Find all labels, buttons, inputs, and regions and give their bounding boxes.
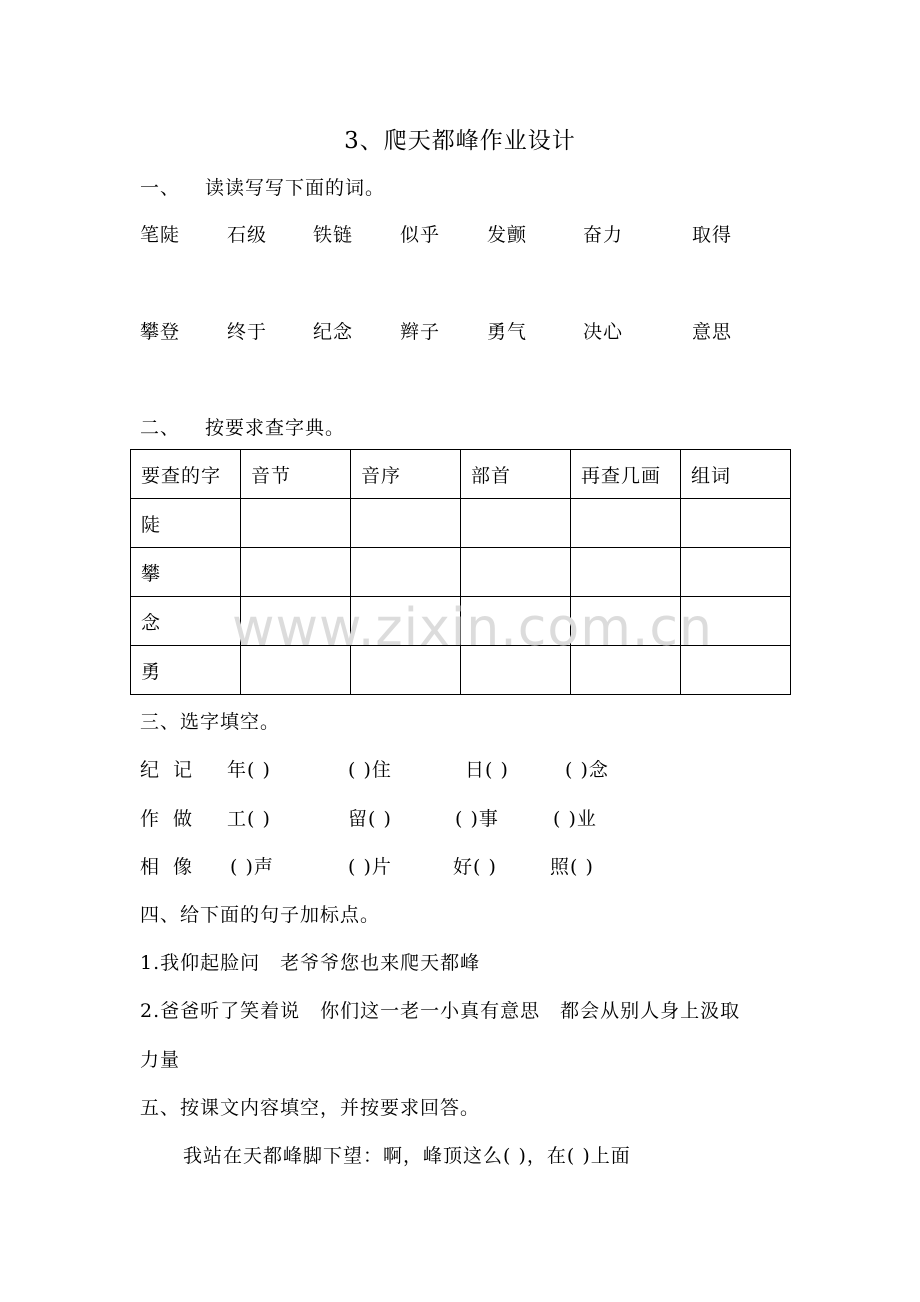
word-item: 笔陡 <box>140 224 181 246</box>
word-item: 奋力 <box>583 224 624 246</box>
section-5-heading: 五、按课文内容填空，并按要求回答。 <box>140 1097 481 1119</box>
table-cell-blank[interactable] <box>241 548 351 597</box>
char-choice: 相 像 <box>140 856 197 878</box>
word-item: 辫子 <box>400 321 441 343</box>
table-header-row <box>131 450 791 499</box>
table-cell-char: 念 <box>131 597 241 646</box>
table-cell-blank[interactable] <box>571 548 681 597</box>
word-item: 攀登 <box>140 321 181 343</box>
table-header-cell: 音序 <box>351 450 461 499</box>
fill-blank-item[interactable]: ( )念 <box>565 759 609 781</box>
table-row <box>131 548 791 597</box>
table-cell-char: 攀 <box>131 548 241 597</box>
fill-blank-item[interactable]: ( )业 <box>553 808 597 830</box>
table-cell-blank[interactable] <box>681 499 791 548</box>
word-item: 决心 <box>583 321 624 343</box>
watermark: www.zixin.com.cn <box>232 598 713 658</box>
table-header-cell: 再查几画 <box>571 450 681 499</box>
char-choice: 纪 记 <box>140 759 197 781</box>
word-item: 意思 <box>692 321 733 343</box>
word-item: 石级 <box>227 224 268 246</box>
fill-blank-item[interactable]: 日( ) <box>465 759 509 781</box>
word-item: 勇气 <box>487 321 528 343</box>
fill-blank-item[interactable]: 年( ) <box>227 759 271 781</box>
page-title: 3、爬天都峰作业设计 <box>344 128 576 154</box>
word-item: 铁链 <box>313 224 354 246</box>
word-item: 取得 <box>692 224 733 246</box>
table-cell-blank[interactable] <box>461 499 571 548</box>
section-1-number: 一、 <box>140 177 181 199</box>
section-1-heading: 读读写写下面的词。 <box>205 177 386 199</box>
table-row <box>131 499 791 548</box>
table-cell-blank[interactable] <box>351 499 461 548</box>
table-cell-blank[interactable] <box>681 548 791 597</box>
fill-blank-item[interactable]: ( )片 <box>348 856 392 878</box>
section-3-heading: 三、选字填空。 <box>140 711 281 733</box>
punctuation-sentence: 2.爸爸听了笑着说 你们这一老一小真有意思 都会从别人身上汲取 <box>140 1000 741 1022</box>
section-4-heading: 四、给下面的句子加标点。 <box>140 904 381 926</box>
fill-blank-item[interactable]: ( )住 <box>348 759 392 781</box>
word-item: 似乎 <box>400 224 441 246</box>
table-cell-blank[interactable] <box>351 548 461 597</box>
fill-blank-item[interactable]: 工( ) <box>227 808 271 830</box>
fill-blank-item[interactable]: ( )声 <box>230 856 274 878</box>
table-header-cell: 部首 <box>461 450 571 499</box>
fill-blank-item[interactable]: ( )事 <box>455 808 499 830</box>
section-2-number: 二、 <box>140 417 181 439</box>
dictionary-table <box>130 449 791 695</box>
table-cell-char: 陡 <box>131 499 241 548</box>
table-header-cell: 音节 <box>241 450 351 499</box>
table-cell-blank[interactable] <box>241 499 351 548</box>
char-choice: 作 做 <box>140 808 197 830</box>
fill-blank-item[interactable]: 好( ) <box>453 856 497 878</box>
word-item: 纪念 <box>313 321 354 343</box>
section-2-heading: 按要求查字典。 <box>205 417 346 439</box>
word-item: 发颤 <box>487 224 528 246</box>
table-header-cell: 要查的字 <box>131 450 241 499</box>
punctuation-sentence: 1.我仰起脸问 老爷爷您也来爬天都峰 <box>140 952 481 974</box>
table-cell-blank[interactable] <box>571 499 681 548</box>
fill-blank-item[interactable]: 留( ) <box>348 808 392 830</box>
passage-fill-line: 我站在天都峰脚下望：啊，峰顶这么( )，在( )上面 <box>183 1145 631 1167</box>
table-cell-char: 勇 <box>131 646 241 695</box>
punctuation-sentence-cont: 力量 <box>140 1049 181 1071</box>
table-header-cell: 组词 <box>681 450 791 499</box>
table-cell-blank[interactable] <box>461 548 571 597</box>
fill-blank-item[interactable]: 照( ) <box>550 856 594 878</box>
word-item: 终于 <box>227 321 268 343</box>
